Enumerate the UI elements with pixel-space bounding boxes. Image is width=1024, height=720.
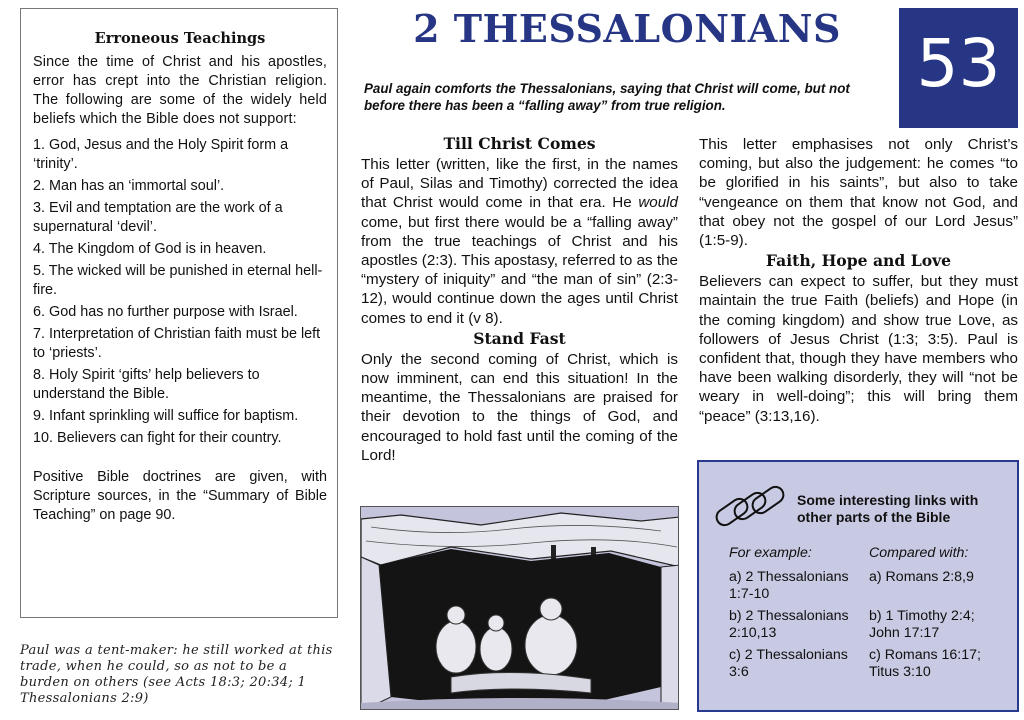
- list-item: 1. God, Jesus and the Holy Spirit form a ‘trinity’.: [33, 137, 289, 172]
- section-heading-stand-fast: Stand Fast: [473, 328, 566, 348]
- list-item: 8. Holy Spirit ‘gifts’ help believers to understand the Bible.: [33, 367, 260, 402]
- links-column-header-compared: Compared with:: [869, 545, 969, 561]
- beliefs-list: [33, 136, 327, 448]
- link-comparison: a) Romans 2:8,9: [869, 569, 974, 585]
- chapter-number-box: [899, 8, 1018, 128]
- faith-hope-love-paragraph: Believers can expect to suffer, but they must maintain the true Faith (beliefs) and Hope (in the coming kingdom) and show true Love, as followers of Jesus Christ (1:3; 3:5). Paul is confident that, though they have members who have been walking disorderly, they will “not be weary in well-doing”; this will bring them “peace” (3:13,16).: [699, 273, 1018, 425]
- list-item: 10. Believers can fight for their country.: [33, 430, 282, 446]
- link-reference: a) 2 Thessalonians 1:7-10: [729, 569, 849, 602]
- list-item: 6. God has no further purpose with Israel.: [33, 304, 298, 320]
- list-item: 2. Man has an ‘immortal soul’.: [33, 178, 225, 194]
- bible-links-panel: [697, 460, 1019, 712]
- page-title: 2 THESSALONIANS: [413, 6, 841, 51]
- erroneous-teachings-box: [20, 8, 338, 618]
- page-subtitle: Paul again comforts the Thessalonians, saying that Christ will come, but not before there has been a “falling away” from true religion.: [364, 81, 850, 113]
- erroneous-intro: Since the time of Christ and his apostles, error has crept into the Christian religion. The following are some of the widely held beliefs which the Bible does not support:: [33, 54, 327, 127]
- illustration-caption: Paul was a tent-maker: he still worked at this trade, when he could, so as not to be a burden on others (see Acts 18:3; 20:34; 1 Thessalonians 2:9): [20, 643, 333, 706]
- stand-fast-paragraph: Only the second coming of Christ, which is now imminent, can end this situation! In the meantime, the Thessalonians are praised for their devotion to the things of God, and encouraged to hold fast until the coming of the Lord!: [361, 350, 678, 464]
- list-item: 5. The wicked will be punished in eternal hell-fire.: [33, 263, 323, 298]
- till-christ-comes-paragraph: This letter (written, like the first, in the names of Paul, Silas and Timothy) corrected the idea that Christ would come in that era. He would come, but first there would be a “falling away” from the true teachings of Christ and his apostles (2:3). This apostasy, referred to as the “mystery of iniquity” and “the man of sin” (2:3-12), would continue down the ages until Christ comes to end it (v 8).: [361, 156, 678, 327]
- section-heading-faith-hope-love: Faith, Hope and Love: [765, 251, 952, 271]
- list-item: 7. Interpretation of Christian faith must be left to ‘priests’.: [33, 326, 321, 361]
- positive-doctrines-note: Positive Bible doctrines are given, with Scripture sources, in the “Summary of Bible Teaching” on page 90.: [33, 469, 327, 523]
- right-column: [699, 135, 1018, 426]
- chapter-number: 53: [916, 25, 1001, 102]
- tent-maker-illustration: [360, 506, 679, 710]
- list-item: 4. The Kingdom of God is in heaven.: [33, 241, 267, 257]
- link-reference: b) 2 Thessalonians 2:10,13: [729, 608, 849, 641]
- list-item: 3. Evil and temptation are the work of a supernatural ‘devil’.: [33, 200, 283, 235]
- list-item: 9. Infant sprinkling will suffice for baptism.: [33, 408, 299, 424]
- links-column-header-example: For example:: [729, 545, 812, 561]
- chain-link-icon: [711, 480, 791, 540]
- erroneous-teachings-heading: Erroneous Teachings: [94, 30, 266, 47]
- judgement-paragraph: This letter emphasises not only Christ’s coming, but also the judgement: he comes “to be glorified in his saints”, but also to take “vengeance on them that know not God, and that obey not the gospel of our Lord Jesus” (1:5-9).: [699, 136, 1018, 250]
- tent-scene-drawing: [361, 507, 679, 710]
- links-title: Some interesting links with other parts of the Bible: [797, 492, 979, 525]
- link-comparison: c) Romans 16:17; Titus 3:10: [869, 647, 981, 680]
- middle-column: [361, 133, 678, 465]
- link-comparison: b) 1 Timothy 2:4; John 17:17: [869, 608, 975, 641]
- section-heading-till-christ-comes: Till Christ Comes: [443, 134, 596, 153]
- link-reference: c) 2 Thessalonians 3:6: [729, 647, 848, 680]
